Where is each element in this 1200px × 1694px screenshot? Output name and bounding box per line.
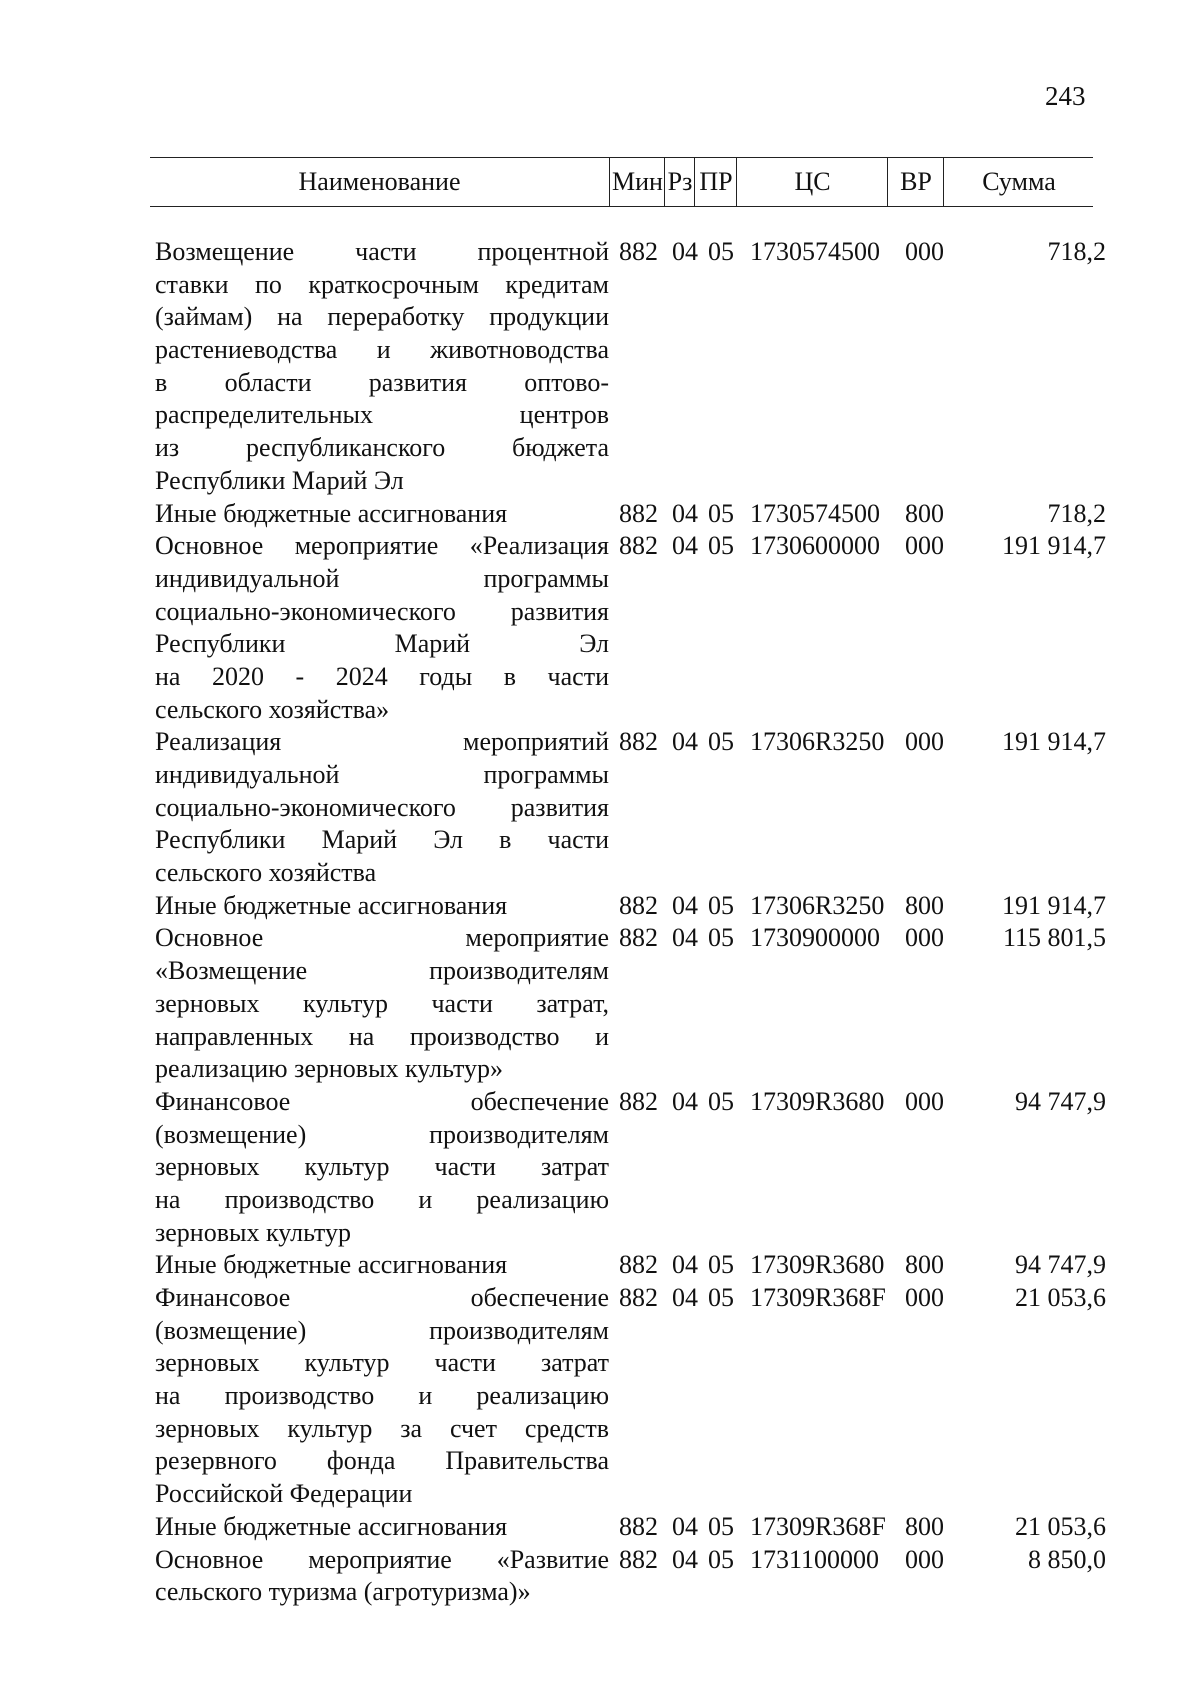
row-name-line: сельского хозяйства» [155,694,390,724]
row-name [155,890,609,923]
table-row [0,1544,1200,1609]
row-sum: 8 850,0 [1028,1544,1106,1574]
row-name-line: (возмещение) производителям [155,1315,609,1345]
row-name-line: направленных на производство и [155,1021,609,1051]
row-sum: 21 053,6 [1015,1511,1106,1541]
header-vr: ВР [887,158,944,206]
table-row [0,1282,1200,1511]
row-vr: 000 [905,727,944,757]
row-vr: 000 [905,237,944,266]
row-pr: 05 [708,727,734,757]
row-name-line: социально-экономического развития [155,792,609,822]
row-rz: 04 [672,890,698,920]
row-name-line: сельского хозяйства [155,858,377,888]
row-min: 882 [619,531,658,561]
table-body [0,236,1200,1609]
row-sum: 718,2 [1047,498,1106,528]
row-pr: 05 [708,531,734,561]
row-min: 882 [619,890,658,920]
row-sum: 94 747,9 [1015,1086,1106,1116]
row-min: 882 [619,727,658,757]
row-rz: 04 [672,1250,698,1280]
row-cs: 17306R3250 [750,890,885,920]
row-rz: 04 [672,1511,698,1541]
row-name-line: распределительных центров [155,400,609,430]
table-row [0,1249,1200,1282]
row-min: 882 [619,1086,658,1116]
row-cs: 1730574500 [750,498,880,528]
row-rz: 04 [672,1283,698,1312]
row-name-line: Иные бюджетные ассигнования [155,1250,508,1280]
row-pr: 05 [708,1250,734,1280]
table-row [0,922,1200,1085]
row-name-line: «Возмещение производителям [155,956,609,986]
row-min: 882 [619,237,658,266]
row-name-line: из республиканского бюджета [155,433,609,463]
table-row [0,1086,1200,1249]
row-name-line: ставки по краткосрочным кредитам [155,269,609,299]
row-name-line: зерновых культур за счет средств [155,1413,609,1443]
row-pr: 05 [708,1086,734,1116]
row-name-line: индивидуальной программы [155,760,609,789]
row-vr: 000 [905,1086,944,1116]
table-row [0,1511,1200,1544]
table-row [0,498,1200,531]
row-rz: 04 [672,498,698,528]
row-cs: 1730900000 [750,923,880,953]
page-number: 243 [1045,81,1086,111]
row-name-line: реализацию зерновых культур» [155,1054,504,1084]
row-sum: 94 747,9 [1015,1250,1106,1280]
row-name-line: Возмещение части процентной [155,237,609,266]
row-name [155,1511,609,1544]
row-pr: 05 [708,923,734,953]
row-rz: 04 [672,1544,698,1574]
row-name-line: на 2020 - 2024 годы в части [155,661,609,691]
row-rz: 04 [672,1086,698,1116]
row-name [155,530,609,726]
header-cs: ЦС [736,158,888,206]
table-row [0,530,1200,726]
row-name-line: Республики Марий Эл [155,465,404,495]
row-pr: 05 [708,890,734,920]
header-sum: Сумма [943,158,1094,206]
header-pr: ПР [694,158,737,206]
table-row [0,726,1200,889]
row-pr: 05 [708,1283,734,1312]
row-cs: 17309R368F [750,1511,886,1541]
row-sum: 191 914,7 [1002,890,1106,920]
row-name-line: Республики Марий Эл [155,629,609,659]
row-pr: 05 [708,237,734,266]
header-min: Мин [609,158,665,206]
row-name-line: (займам) на переработку продукции [155,302,609,332]
row-vr: 000 [905,531,944,561]
row-name-line: сельского туризма (агротуризма)» [155,1577,531,1607]
row-name-line: Иные бюджетные ассигнования [155,498,508,528]
row-name [155,726,609,889]
row-cs: 17309R3680 [750,1250,885,1280]
row-name-line: в области развития оптово- [155,367,609,397]
row-cs: 1730574500 [750,237,880,266]
row-name [155,236,609,498]
row-name-line: Реализация мероприятий [155,727,609,757]
row-name-line: резервного фонда Правительства [155,1446,609,1476]
row-name [155,1282,609,1511]
row-name-line: Иные бюджетные ассигнования [155,890,508,920]
row-min: 882 [619,1544,658,1574]
row-name-line: Иные бюджетные ассигнования [155,1511,508,1541]
table-row [0,236,1200,498]
row-name-line: зерновых культур [155,1217,351,1247]
row-name-line: зерновых культур части затрат, [155,988,609,1018]
row-name-line: зерновых культур части затрат [155,1152,609,1182]
row-sum: 191 914,7 [1002,531,1106,561]
row-vr: 000 [905,1544,944,1574]
row-cs: 1730600000 [750,531,880,561]
row-name-line: индивидуальной программы [155,563,609,593]
header-rz: Рз [664,158,695,206]
row-min: 882 [619,1250,658,1280]
row-min: 882 [619,1511,658,1541]
row-vr: 800 [905,498,944,528]
row-cs: 17309R3680 [750,1086,885,1116]
row-pr: 05 [708,1511,734,1541]
row-name-line: (возмещение) производителям [155,1119,609,1149]
row-pr: 05 [708,1544,734,1574]
table-row [0,890,1200,923]
row-vr: 800 [905,1511,944,1541]
row-pr: 05 [708,498,734,528]
row-cs: 17306R3250 [750,727,885,757]
row-min: 882 [619,923,658,953]
header-name: Наименование [298,167,461,196]
row-rz: 04 [672,923,698,953]
row-sum: 115 801,5 [1002,923,1106,953]
row-vr: 800 [905,890,944,920]
row-name-line: Финансовое обеспечение [155,1086,609,1116]
table-header [150,157,1093,207]
row-name-line: Основное мероприятие «Реализация [155,531,609,561]
row-name-line: Российской Федерации [155,1479,413,1509]
row-min: 882 [619,1283,658,1312]
row-name-line: Финансовое обеспечение [155,1283,609,1312]
row-name [155,1086,609,1249]
row-name-line: зерновых культур части затрат [155,1348,609,1378]
row-vr: 000 [905,923,944,953]
row-name-line: социально-экономического развития [155,596,609,626]
row-name-line: на производство и реализацию [155,1381,609,1411]
row-name-line: Основное мероприятие [155,923,609,953]
row-name [155,498,609,531]
row-vr: 800 [905,1250,944,1280]
row-name-line: растениеводства и животноводства [155,335,609,365]
row-name-line: Основное мероприятие «Развитие [155,1544,609,1574]
row-sum: 191 914,7 [1002,727,1106,757]
row-name [155,922,609,1085]
row-cs: 1731100000 [750,1544,880,1574]
row-rz: 04 [672,727,698,757]
row-rz: 04 [672,237,698,266]
row-name-line: Республики Марий Эл в части [155,825,609,855]
row-name [155,1249,609,1282]
row-sum: 718,2 [1047,237,1106,266]
row-sum: 21 053,6 [1015,1283,1106,1312]
row-name [155,1544,609,1609]
row-min: 882 [619,498,658,528]
row-vr: 000 [905,1283,944,1312]
row-name-line: на производство и реализацию [155,1184,609,1214]
row-cs: 17309R368F [750,1283,886,1312]
row-rz: 04 [672,531,698,561]
